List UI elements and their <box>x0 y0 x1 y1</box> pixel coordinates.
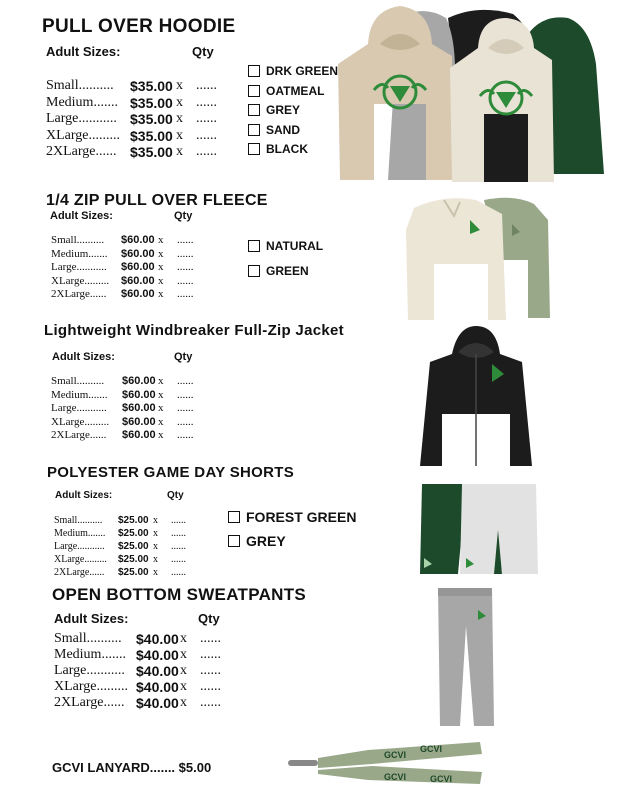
fleece-product-image <box>404 190 552 324</box>
color-option-label: BLACK <box>266 142 308 156</box>
size-label: XLarge......... <box>51 415 110 428</box>
hoodie-sizes-label: Adult Sizes: <box>46 44 121 59</box>
qty-blank[interactable]: ...... <box>177 247 194 260</box>
qty-blank[interactable]: ...... <box>177 375 194 387</box>
color-option[interactable] <box>228 533 286 549</box>
multiply-sign: x <box>180 647 187 662</box>
color-option[interactable] <box>248 84 324 98</box>
size-label: 2XLarge...... <box>51 288 107 300</box>
price: $35.00 <box>130 111 173 127</box>
price: $40.00 <box>136 679 179 695</box>
price: $40.00 <box>136 631 179 647</box>
multiply-sign: x <box>158 234 164 246</box>
qty-blank[interactable]: ...... <box>177 429 194 441</box>
size-label: Small.......... <box>51 234 105 246</box>
size-label: Large........... <box>51 402 107 414</box>
price: $25.00 <box>118 554 149 565</box>
qty-blank[interactable]: ...... <box>196 127 217 143</box>
multiply-sign: x <box>153 554 158 565</box>
qty-blank[interactable]: ...... <box>200 695 221 710</box>
price: $35.00 <box>130 144 173 160</box>
sweatpants-title: OPEN BOTTOM SWEATPANTS <box>52 585 307 604</box>
price: $60.00 <box>122 429 156 441</box>
multiply-sign: x <box>180 679 187 694</box>
hoodie-product-image <box>328 4 614 186</box>
price: $60.00 <box>121 234 155 246</box>
qty-blank[interactable]: ...... <box>196 94 217 110</box>
size-label: XLarge......... <box>54 554 107 565</box>
color-option[interactable] <box>248 142 308 156</box>
checkbox-icon[interactable] <box>248 65 260 77</box>
color-option[interactable] <box>248 239 323 253</box>
price: $60.00 <box>122 375 156 387</box>
size-label: XLarge......... <box>46 127 120 143</box>
size-label: Large........... <box>54 541 105 552</box>
qty-blank[interactable]: ...... <box>200 631 221 646</box>
qty-blank[interactable]: ...... <box>171 554 186 565</box>
fleece-sizes-label: Adult Sizes: <box>50 210 113 222</box>
size-label: 2XLarge...... <box>46 144 117 159</box>
size-label: Large........... <box>46 111 117 126</box>
hoodie-qty-label: Qty <box>192 44 214 59</box>
multiply-sign: x <box>158 402 164 414</box>
price: $35.00 <box>130 94 173 111</box>
lanyard-label: GCVI LANYARD....... $5.00 <box>52 760 212 775</box>
sweatpants-product-image <box>434 586 496 730</box>
price: $25.00 <box>118 541 149 552</box>
shorts-qty-label: Qty <box>167 490 184 501</box>
checkbox-icon[interactable] <box>248 240 260 252</box>
price: $25.00 <box>118 528 149 539</box>
qty-blank[interactable]: ...... <box>171 541 186 552</box>
windbreaker-qty-label: Qty <box>174 351 193 363</box>
qty-blank[interactable]: ...... <box>200 647 221 662</box>
qty-blank[interactable]: ...... <box>177 388 194 401</box>
qty-blank[interactable]: ...... <box>171 528 186 539</box>
size-label: Medium....... <box>51 247 108 260</box>
qty-blank[interactable]: ...... <box>200 679 221 694</box>
size-label: XLarge......... <box>51 274 110 287</box>
color-option[interactable] <box>248 64 338 78</box>
windbreaker-sizes-label: Adult Sizes: <box>52 351 115 363</box>
multiply-sign: x <box>158 261 164 273</box>
fleece-qty-label: Qty <box>174 210 193 222</box>
price: $40.00 <box>136 647 179 663</box>
size-label: Small.......... <box>46 78 114 93</box>
color-option-label: NATURAL <box>266 239 324 253</box>
qty-blank[interactable]: ...... <box>177 261 194 273</box>
color-option-label: SAND <box>266 122 301 137</box>
checkbox-icon[interactable] <box>228 511 240 523</box>
multiply-sign: x <box>158 247 164 260</box>
multiply-sign: x <box>176 94 183 110</box>
price: $25.00 <box>118 515 149 526</box>
qty-blank[interactable]: ...... <box>177 415 194 428</box>
windbreaker-product-image <box>418 324 534 470</box>
color-option-label: DRK GREEN <box>266 64 339 78</box>
color-option-label: FOREST GREEN <box>246 509 357 525</box>
multiply-sign: x <box>176 111 183 126</box>
lanyard-strap-text-2: GCVI <box>420 744 443 754</box>
multiply-sign: x <box>153 528 158 539</box>
size-label: 2XLarge...... <box>54 567 105 578</box>
price: $60.00 <box>122 388 156 401</box>
checkbox-icon[interactable] <box>248 265 260 277</box>
multiply-sign: x <box>180 695 187 710</box>
multiply-sign: x <box>153 567 158 578</box>
qty-blank[interactable]: ...... <box>177 402 194 414</box>
price: $60.00 <box>121 261 155 273</box>
size-label: Small.......... <box>51 375 105 387</box>
price: $35.00 <box>130 78 173 94</box>
multiply-sign: x <box>158 388 164 401</box>
price: $60.00 <box>122 415 156 428</box>
multiply-sign: x <box>176 144 183 159</box>
lanyard-strap-text-4: GCVI <box>430 774 453 784</box>
size-label: 2XLarge...... <box>54 695 125 710</box>
qty-blank[interactable]: ...... <box>200 663 221 678</box>
multiply-sign: x <box>176 78 183 93</box>
lanyard-product-image <box>288 736 484 786</box>
qty-blank[interactable]: ...... <box>171 515 186 526</box>
color-option[interactable] <box>248 264 309 278</box>
price: $25.00 <box>118 567 149 578</box>
multiply-sign: x <box>153 541 158 552</box>
qty-blank[interactable]: ...... <box>177 234 194 246</box>
price: $60.00 <box>121 274 155 287</box>
color-option-label: GREY <box>246 533 286 549</box>
multiply-sign: x <box>180 631 187 646</box>
checkbox-icon[interactable] <box>248 124 260 136</box>
shorts-product-image <box>418 480 540 578</box>
size-label: XLarge......... <box>54 679 128 694</box>
qty-blank[interactable]: ...... <box>177 274 194 287</box>
multiply-sign: x <box>176 127 183 143</box>
color-option-label: GREY <box>266 103 301 117</box>
size-label: Medium....... <box>46 94 118 110</box>
color-option[interactable] <box>228 509 356 525</box>
checkbox-icon[interactable] <box>248 85 260 97</box>
multiply-sign: x <box>158 288 164 300</box>
multiply-sign: x <box>180 663 187 678</box>
checkbox-icon[interactable] <box>228 535 240 547</box>
shorts-title: POLYESTER GAME DAY SHORTS <box>47 464 295 481</box>
checkbox-icon[interactable] <box>248 143 260 155</box>
qty-blank[interactable]: ...... <box>171 567 186 578</box>
multiply-sign: x <box>158 375 164 387</box>
color-option[interactable] <box>248 103 300 117</box>
multiply-sign: x <box>153 515 158 526</box>
fleece-title: 1/4 ZIP PULL OVER FLEECE <box>46 192 268 209</box>
size-label: Medium....... <box>54 647 126 662</box>
color-option-label: GREEN <box>266 264 309 278</box>
color-option-label: OATMEAL <box>266 83 325 98</box>
price: $60.00 <box>122 402 156 414</box>
price: $60.00 <box>121 288 155 300</box>
windbreaker-title: Lightweight Windbreaker Full-Zip Jacket <box>44 322 344 339</box>
price: $40.00 <box>136 663 179 679</box>
size-label: 2XLarge...... <box>51 429 107 441</box>
sweatpants-qty-label: Qty <box>198 611 220 626</box>
qty-blank[interactable]: ...... <box>196 144 217 159</box>
lanyard-strap-text-1: GCVI <box>384 750 407 760</box>
size-label: Small.......... <box>54 515 103 526</box>
size-label: Large........... <box>54 663 125 678</box>
lanyard-strap-text-3: GCVI <box>384 772 407 782</box>
size-label: Large........... <box>51 261 107 273</box>
checkbox-icon[interactable] <box>248 104 260 116</box>
sweatpants-sizes-label: Adult Sizes: <box>54 611 129 626</box>
shorts-sizes-label: Adult Sizes: <box>55 490 113 501</box>
multiply-sign: x <box>158 415 164 428</box>
price: $35.00 <box>130 127 173 144</box>
color-option[interactable] <box>248 123 300 137</box>
price: $60.00 <box>121 247 155 260</box>
price: $40.00 <box>136 695 179 711</box>
size-label: Medium....... <box>51 388 108 401</box>
size-label: Medium....... <box>54 528 106 539</box>
qty-blank[interactable]: ...... <box>196 78 217 93</box>
multiply-sign: x <box>158 429 164 441</box>
hoodie-title: PULL OVER HOODIE <box>42 16 236 37</box>
size-label: Small.......... <box>54 631 122 646</box>
qty-blank[interactable]: ...... <box>196 111 217 126</box>
qty-blank[interactable]: ...... <box>177 288 194 300</box>
multiply-sign: x <box>158 274 164 287</box>
